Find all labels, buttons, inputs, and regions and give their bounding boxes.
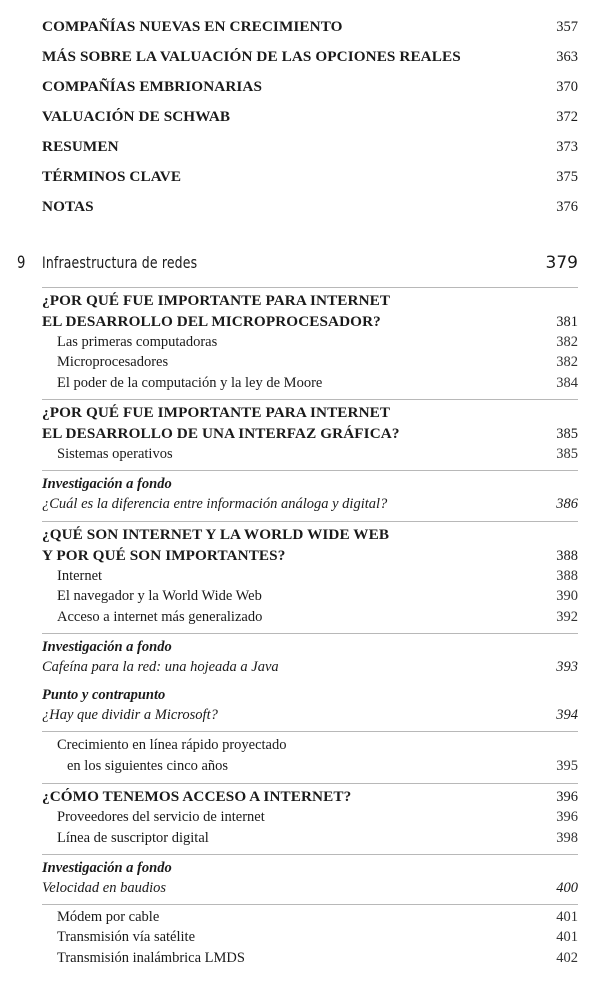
toc-entry[interactable] — [0, 197, 600, 217]
feature-label-line — [0, 685, 600, 705]
toc-subentry[interactable] — [0, 948, 600, 968]
feature-page: 394 — [556, 707, 578, 723]
toc-entry[interactable] — [0, 77, 600, 97]
subentry-title: Microprocesadores — [57, 354, 169, 370]
entry-page: 363 — [556, 49, 578, 65]
toc-subentry[interactable] — [0, 927, 600, 947]
chart-title: Crecimiento en línea rápido proyectado — [57, 737, 287, 753]
feature-label: Investigación a fondo — [42, 639, 172, 655]
entry-title: COMPAÑÍAS NUEVAS EN CRECIMIENTO — [42, 18, 343, 35]
subentry-page: 382 — [556, 354, 578, 370]
section-heading: ¿CÓMO TENEMOS ACCESO A INTERNET? — [42, 788, 352, 805]
subentry-page: 382 — [556, 334, 578, 350]
subentry-title: Sistemas operativos — [57, 446, 173, 462]
chapter-number: 9 — [17, 253, 26, 272]
section-page: 388 — [556, 548, 578, 564]
entry-title: COMPAÑÍAS EMBRIONARIAS — [42, 78, 263, 95]
toc-subentry[interactable] — [0, 807, 600, 827]
toc-subentry[interactable] — [0, 444, 600, 464]
section-divider — [42, 521, 578, 522]
section-heading-line[interactable] — [0, 403, 600, 423]
feature-entry[interactable] — [0, 878, 600, 898]
section-heading: ¿POR QUÉ FUE IMPORTANTE PARA INTERNET — [42, 292, 391, 309]
section-heading: EL DESARROLLO DEL MICROPROCESADOR? — [42, 313, 381, 330]
subentry-title: Línea de suscriptor digital — [57, 830, 209, 846]
subentry-title: Módem por cable — [57, 909, 160, 925]
subentry-page: 384 — [556, 375, 578, 391]
toc-subentry[interactable] — [0, 828, 600, 848]
subentry-page: 390 — [556, 588, 578, 604]
entry-page: 375 — [556, 169, 578, 185]
section-divider — [42, 633, 578, 634]
subentry-page: 396 — [556, 809, 578, 825]
feature-label: Punto y contrapunto — [42, 687, 166, 703]
section-heading: Y POR QUÉ SON IMPORTANTES? — [42, 547, 286, 564]
section-divider — [42, 783, 578, 784]
section-divider — [42, 287, 578, 288]
entry-title: NOTAS — [42, 198, 94, 215]
subentry-page: 385 — [556, 446, 578, 462]
chapter-page: 379 — [545, 253, 578, 273]
toc-entry[interactable] — [0, 47, 600, 67]
chapter-heading[interactable] — [0, 252, 600, 274]
subentry-title: Transmisión inalámbrica LMDS — [57, 950, 245, 966]
subentry-page: 392 — [556, 609, 578, 625]
feature-label: Investigación a fondo — [42, 860, 172, 876]
feature-entry[interactable] — [0, 657, 600, 677]
toc-subentry[interactable] — [0, 352, 600, 372]
section-divider — [42, 731, 578, 732]
section-heading: ¿QUÉ SON INTERNET Y LA WORLD WIDE WEB — [42, 526, 390, 543]
chart-title: en los siguientes cinco años — [67, 758, 229, 774]
toc-subentry[interactable] — [0, 566, 600, 586]
toc-entry[interactable] — [0, 137, 600, 157]
toc-entry[interactable] — [0, 107, 600, 127]
subentry-title: El poder de la computación y la ley de Moore — [57, 375, 323, 391]
section-heading-line[interactable] — [0, 291, 600, 311]
toc-entry[interactable] — [0, 167, 600, 187]
feature-entry[interactable] — [0, 494, 600, 514]
entry-title: VALUACIÓN DE SCHWAB — [42, 108, 231, 125]
feature-label-line — [0, 474, 600, 494]
chart-entry-line[interactable] — [0, 735, 600, 755]
section-heading-line[interactable] — [0, 424, 600, 444]
feature-label-line — [0, 858, 600, 878]
feature-entry[interactable] — [0, 705, 600, 725]
subentry-page: 401 — [556, 929, 578, 945]
feature-title: Cafeína para la red: una hojeada a Java — [42, 659, 279, 675]
section-divider — [42, 470, 578, 471]
feature-title: ¿Hay que dividir a Microsoft? — [42, 707, 218, 723]
feature-page: 386 — [556, 496, 578, 512]
subentry-page: 402 — [556, 950, 578, 966]
section-page: 381 — [556, 314, 578, 330]
subentry-page: 401 — [556, 909, 578, 925]
entry-title: TÉRMINOS CLAVE — [42, 168, 182, 185]
section-heading-line[interactable] — [0, 525, 600, 545]
section-heading: EL DESARROLLO DE UNA INTERFAZ GRÁFICA? — [42, 425, 400, 442]
toc-entry[interactable] — [0, 17, 600, 37]
toc-subentry[interactable] — [0, 907, 600, 927]
subentry-page: 398 — [556, 830, 578, 846]
feature-title: Velocidad en baudios — [42, 880, 167, 896]
subentry-title: Proveedores del servicio de internet — [57, 809, 265, 825]
toc-subentry[interactable] — [0, 332, 600, 352]
feature-label-line — [0, 637, 600, 657]
entry-page: 376 — [556, 199, 578, 215]
chapter-title: Infraestructura de redes — [42, 253, 198, 272]
feature-page: 393 — [556, 659, 578, 675]
toc-subentry[interactable] — [0, 586, 600, 606]
feature-title: ¿Cuál es la diferencia entre información análoga y digital? — [42, 496, 388, 512]
subentry-title: Transmisión vía satélite — [57, 929, 196, 945]
feature-page: 400 — [556, 880, 578, 896]
section-divider — [42, 399, 578, 400]
entry-page: 373 — [556, 139, 578, 155]
chart-entry-line[interactable] — [0, 756, 600, 776]
section-page: 385 — [556, 426, 578, 442]
subentry-title: Internet — [57, 568, 103, 584]
entry-page: 357 — [556, 19, 578, 35]
subentry-title: Acceso a internet más generalizado — [57, 609, 263, 625]
section-heading-line[interactable] — [0, 787, 600, 807]
entry-page: 372 — [556, 109, 578, 125]
entry-page: 370 — [556, 79, 578, 95]
subentry-page: 388 — [556, 568, 578, 584]
toc-subentry[interactable] — [0, 373, 600, 393]
section-page: 396 — [556, 789, 578, 805]
entry-title: MÁS SOBRE LA VALUACIÓN DE LAS OPCIONES REALES — [42, 48, 461, 65]
section-divider — [42, 904, 578, 905]
entry-title: RESUMEN — [42, 138, 119, 155]
subentry-title: El navegador y la World Wide Web — [57, 588, 262, 604]
section-divider — [42, 854, 578, 855]
chart-page: 395 — [556, 758, 578, 774]
feature-label: Investigación a fondo — [42, 476, 172, 492]
section-heading: ¿POR QUÉ FUE IMPORTANTE PARA INTERNET — [42, 404, 391, 421]
section-heading-line[interactable] — [0, 546, 600, 566]
toc-subentry[interactable] — [0, 607, 600, 627]
subentry-title: Las primeras computadoras — [57, 334, 218, 350]
section-heading-line[interactable] — [0, 312, 600, 332]
